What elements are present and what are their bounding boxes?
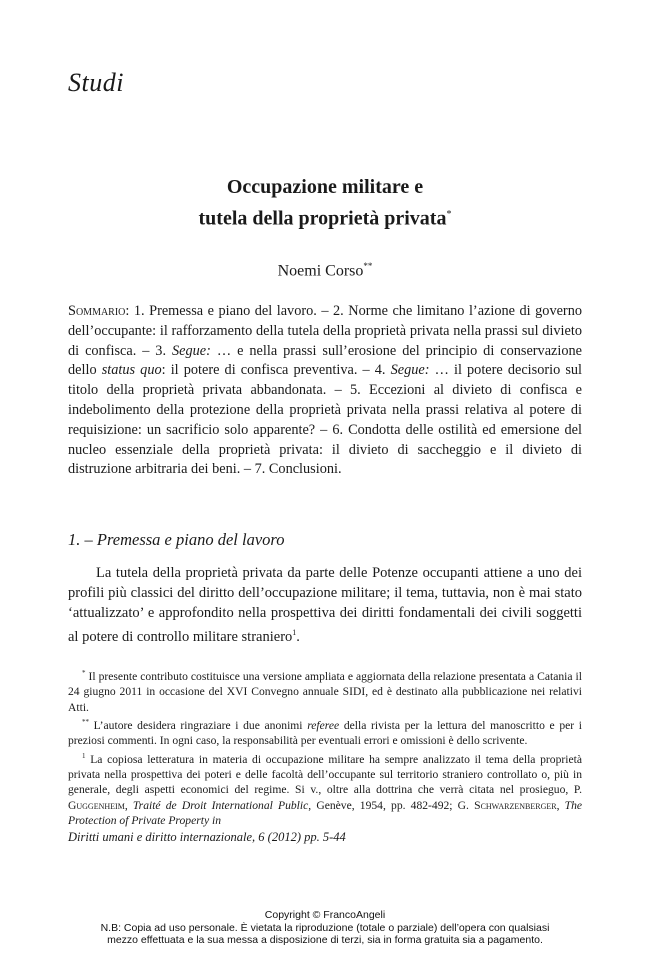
footnote-ref-1[interactable]: 1 xyxy=(292,628,297,637)
copyright-line-1: Copyright © FrancoAngeli xyxy=(264,909,386,921)
footnote-referee: referee xyxy=(307,718,340,732)
footnote-star-text: Il presente contributo costituisce una versione ampliata e aggiornata della relazione presentata a Catania il 24 giugno 2011 in occasione del XVI Convegno annuale SIDI, ed è destinato alla pubblicazione nei relativi Atti. xyxy=(68,669,582,714)
footnote-1-author-2: Schwarzenberger xyxy=(474,798,557,812)
footnote-1-text-a: La copiosa letteratura in materia di occupazione militare ha sempre analizzato il tema della proprietà privata nella prospettiva dei poteri e delle facoltà dell’occupante sul territorio straniero controllato o, più in generale, degli aspetti economici del regime. Si v., oltre alla dottrina che verrà citata nel prosieguo, P. xyxy=(68,752,582,797)
body-paragraph xyxy=(68,563,582,647)
footnote-1-author-1: Guggenheim xyxy=(68,798,125,812)
journal-reference: Diritti umani e diritto internazionale, 6 (2012) pp. 5-44 xyxy=(68,830,346,844)
article-title xyxy=(0,173,650,233)
author xyxy=(0,261,650,280)
article-title-line2-text: tutela della proprietà privata xyxy=(198,207,447,230)
footnote-1-mark: 1 xyxy=(82,751,86,760)
copyright-notice xyxy=(0,909,650,947)
body-end: . xyxy=(296,628,300,645)
body-text: La tutela della proprietà privata da parte delle Potenze occupanti attiene a uno dei profili più classici del diritto dell’occupazione militare; il tema, tuttavia, non è mai stato ‘attualizzato’ e approfondito nella prospettiva dei diritti fondamentali dei civili soggetti al potere di controllo militare straniero xyxy=(68,565,582,645)
summary-text-3: : il potere di confisca preventiva. – 4. xyxy=(161,362,386,379)
author-footnote-mark[interactable]: ** xyxy=(363,261,373,271)
summary-text-1: 1. Premessa e piano del lavoro. – 2. Norme che limitano l’azione di governo dell’occupante: il rafforzamento della tutela della proprietà privata nella prassi sul divieto di confisca. – 3. xyxy=(68,303,582,359)
footnote-star xyxy=(68,666,582,715)
summary-segue-1: Segue: xyxy=(171,342,211,359)
section-heading: 1. – Premessa e piano del lavoro xyxy=(68,530,285,549)
footnote-double-star-text-a: L’autore desidera ringraziare i due anonimi xyxy=(93,718,303,732)
summary-text-2: … e nella prassi sull’erosione del principio di conservazione dello xyxy=(68,342,583,379)
summary xyxy=(68,302,582,480)
footnote-1-title-1: Traité de Droit International Public xyxy=(132,798,309,812)
summary-text-4: … il potere decisorio sul titolo della proprietà privata abbandonata. – 5. Eccezioni al divieto di confisca e indebolimento della protezione della proprietà privata nella prassi relativa al potere di requisizione: un sacrificio solo apparente? – 6. Condotta delle ostilità ed emersione del nucleo essenziale della proprietà privata: il divieto di saccheggio e il divieto di distruzione arbitraria dei beni. – 7. Conclusioni. xyxy=(68,362,583,478)
summary-segue-2: Segue: xyxy=(390,362,430,379)
footnote-double-star-mark: ** xyxy=(82,718,89,727)
footnote-double-star xyxy=(68,715,582,749)
footnote-star-mark: * xyxy=(82,669,86,677)
footnote-double-star-text-b: della rivista per la lettura del manoscritto e per i preziosi commenti. In ogni caso, la responsabilità per eventuali errori e omissioni è dello scrivente. xyxy=(68,718,583,748)
article-title-line1: Occupazione militare e xyxy=(226,176,424,198)
footnote-1-title-2: The Protection of Private Property in xyxy=(68,798,583,828)
author-name: Noemi Corso xyxy=(277,262,364,280)
title-footnote-mark[interactable]: * xyxy=(446,209,452,220)
footnote-1: $^1$ La copiosa letteratura in materia di occupazione militare ha sempre analizzato il tema della proprietà privata nella prospettiva dei poteri e delle facoltà dell’occupante sul territorio straniero controllato o, più in generale, degli aspetti economici del regime. Si v., oltre alla dottrina che verrà citata nel prosieguo, P. Guggenheim, Traité de Droit International Public, Genève, 1954, pp. 482-492; G. Schwarzenberger, The Protection of Private Property in xyxy=(68,751,583,828)
footnote-1-text-b: , Genève, 1954, pp. 482-492; G. xyxy=(308,798,469,812)
summary-label: Sommario: xyxy=(68,303,130,319)
summary-status-quo: status quo xyxy=(101,362,162,379)
copyright-line-3: mezzo effettuata e la sua messa a disposizione di terzi, sia in forma gratuita sia a pagamento. xyxy=(107,934,543,946)
copyright-line-2: N.B: Copia ad uso personale. È vietata la riproduzione (totale o parziale) dell’opera con qualsiasi xyxy=(100,921,550,934)
section-label: Studi xyxy=(68,68,124,97)
article-title-line2 xyxy=(0,201,650,233)
footnotes xyxy=(68,666,582,829)
